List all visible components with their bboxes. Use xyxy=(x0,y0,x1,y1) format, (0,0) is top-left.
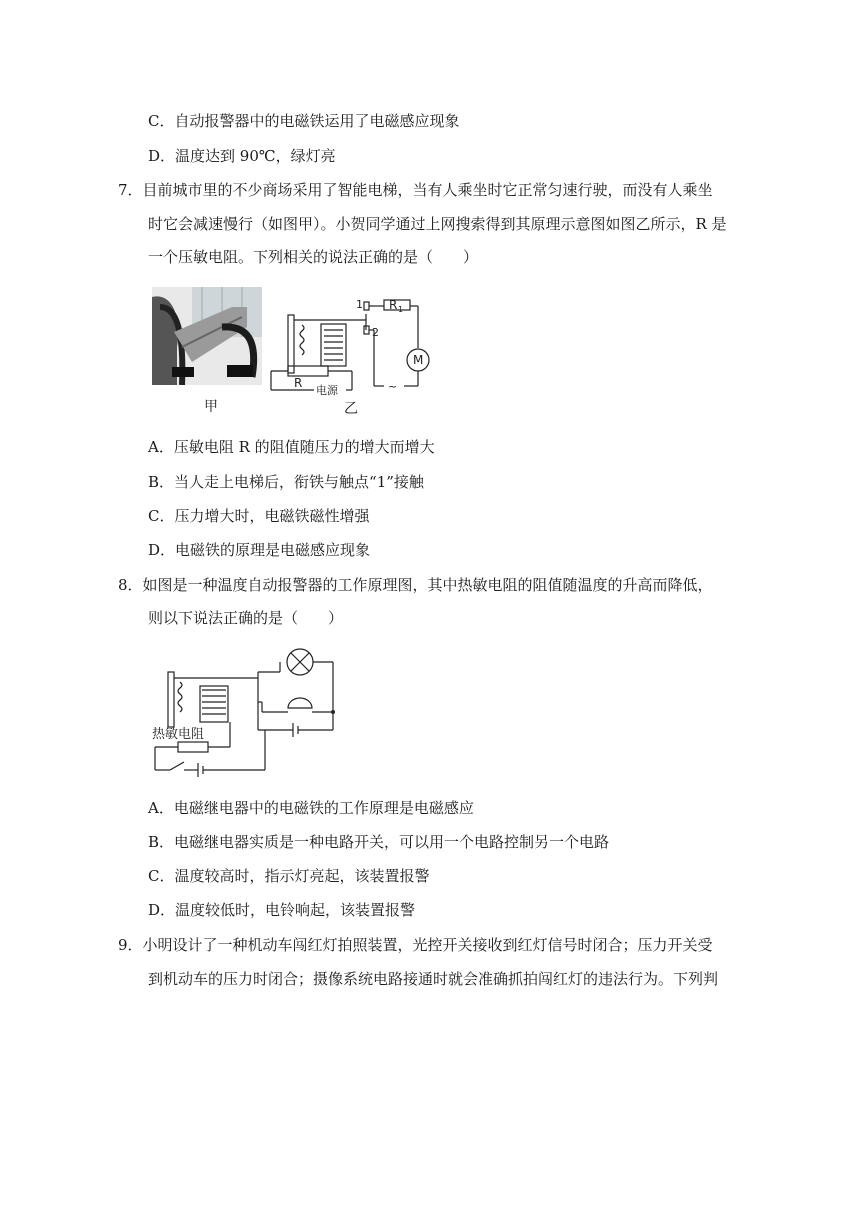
q8-option-b: B．电磁继电器实质是一种电路开关，可以用一个电路控制另一个电路 xyxy=(148,833,610,851)
figure-yi-label: 乙 xyxy=(344,401,358,417)
q7-option-a: A．压敏电阻 R 的阻值随压力的增大而增大 xyxy=(148,438,435,456)
contact-2-label: 2 xyxy=(372,326,379,339)
escalator-photo xyxy=(152,287,262,385)
motor-label: M xyxy=(413,353,424,367)
elevator-circuit-diagram xyxy=(266,290,436,400)
q7-stem-line-2: 时它会减速慢行（如图甲）。小贺同学通过上网搜索得到其原理示意图如图乙所示，R 是 xyxy=(148,215,727,233)
q6-option-d: D．温度达到 90℃，绿灯亮 xyxy=(148,147,336,165)
q8-stem-line-1: 8．如图是一种温度自动报警器的工作原理图，其中热敏电阻的阻值随温度的升高而降低， xyxy=(118,576,713,594)
thermistor-label: 热敏电阻 xyxy=(152,727,205,742)
ac-label: ~ xyxy=(388,380,398,393)
q9-stem-line-1: 9．小明设计了一种机动车闯红灯拍照装置，光控开关接收到红灯信号时闭合；压力开关受 xyxy=(118,936,713,954)
q7-stem-line-3: 一个压敏电阻。下列相关的说法正确的是（ ） xyxy=(148,248,479,266)
q8-option-d: D．温度较低时，电铃响起，该装置报警 xyxy=(148,901,416,919)
r1-subscript: 1 xyxy=(398,305,404,314)
q7-stem-line-1: 7．目前城市里的不少商场采用了智能电梯，当有人乘坐时它正常匀速行驶，而没有人乘坐 xyxy=(118,181,713,199)
q8-option-a: A．电磁继电器中的电磁铁的工作原理是电磁感应 xyxy=(148,799,474,817)
power-label: 电源 xyxy=(316,384,338,397)
q7-option-b: B．当人走上电梯后，衔铁与触点“1”接触 xyxy=(148,473,424,491)
q9-stem-line-2: 到机动车的压力时闭合；摄像系统电路接通时就会准确抓拍闯红灯的违法行为。下列判 xyxy=(148,970,719,988)
q8-option-c: C．温度较高时，指示灯亮起，该装置报警 xyxy=(148,867,430,885)
q7-option-c: C．压力增大时，电磁铁磁性增强 xyxy=(148,507,370,525)
figure-jia-label: 甲 xyxy=(204,399,218,415)
r-label: R xyxy=(294,376,303,390)
temperature-alarm-circuit-diagram xyxy=(150,642,340,777)
contact-1-label: 1 xyxy=(356,298,363,311)
r1-label: R xyxy=(389,298,398,312)
q6-option-c: C．自动报警器中的电磁铁运用了电磁感应现象 xyxy=(148,112,460,130)
q7-option-d: D．电磁铁的原理是电磁感应现象 xyxy=(148,541,371,559)
q8-stem-line-2: 则以下说法正确的是（ ） xyxy=(148,609,344,627)
